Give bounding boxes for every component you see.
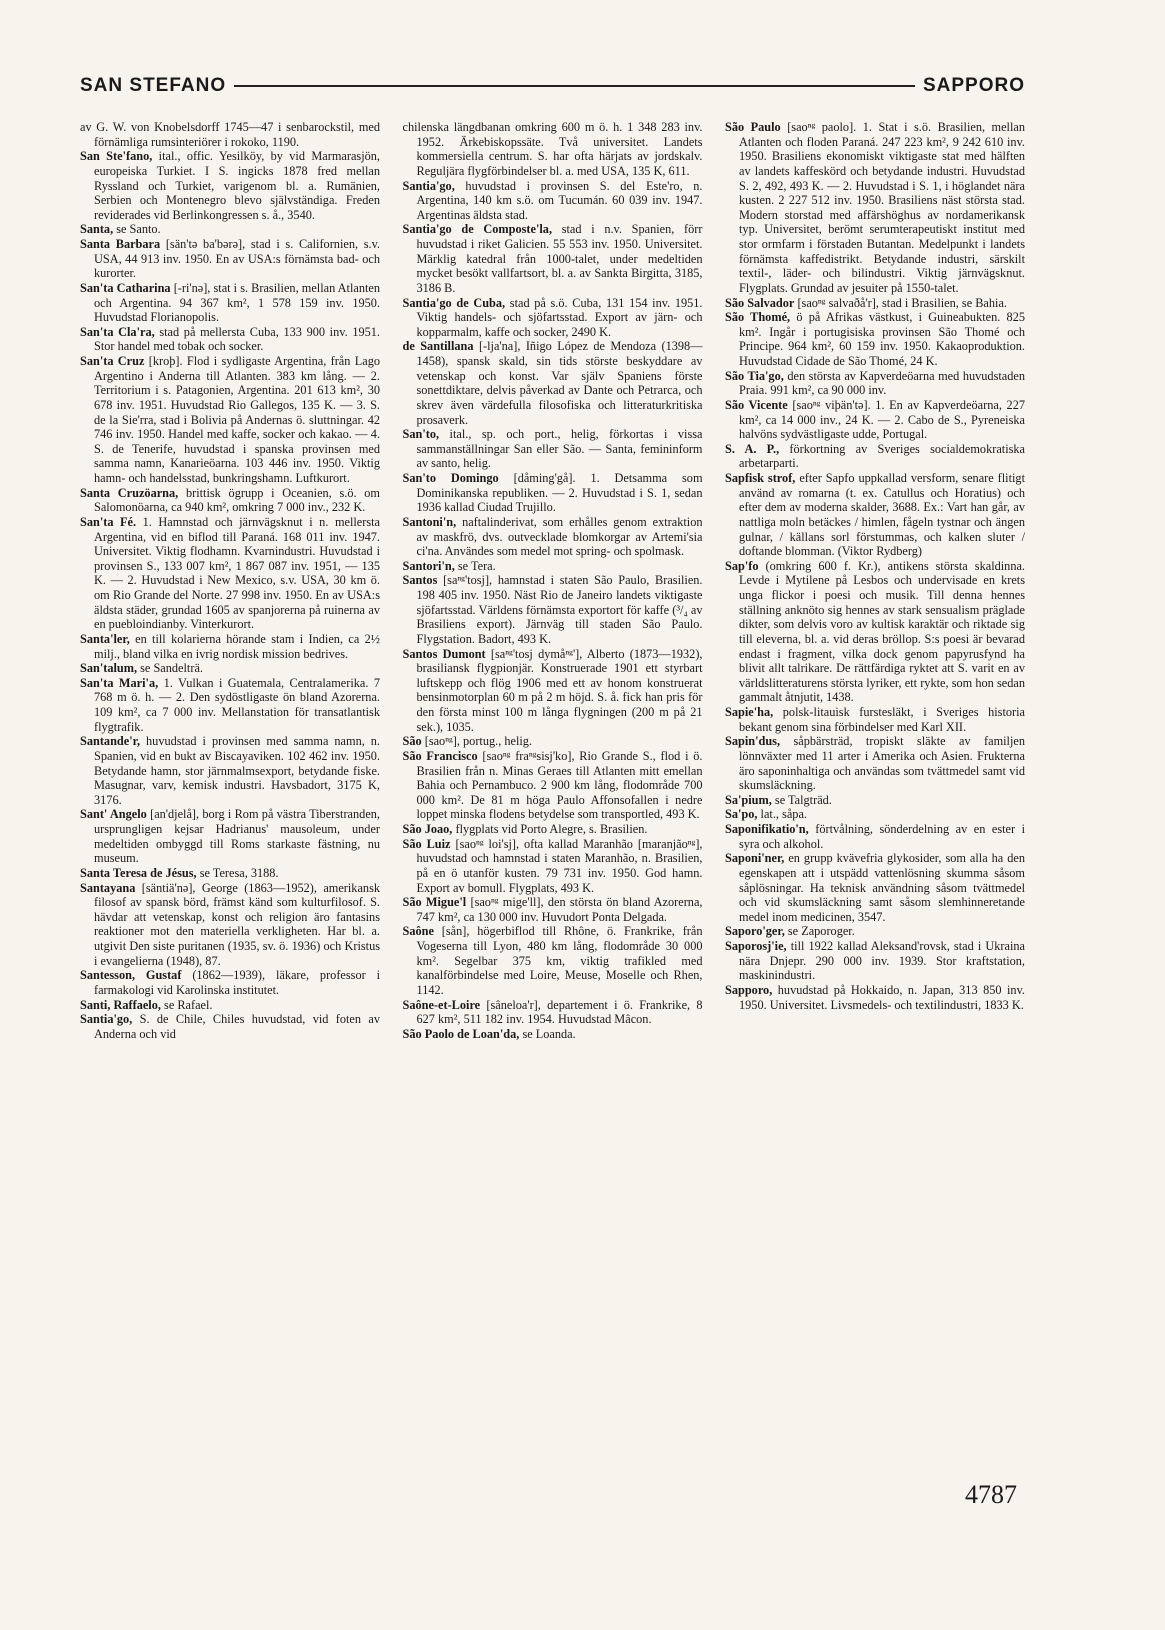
entry-text: polsk-litauisk furstesläkt, i Sveriges historia bekant genom sina förbindelser med Karl XII. [739, 705, 1025, 734]
dictionary-entry [725, 939, 1025, 983]
entry-headword: São Tia'go, [725, 368, 784, 383]
entry-text: se Loanda. [522, 1026, 576, 1041]
entry-headword: São [402, 734, 422, 749]
entry-headword: S. A. P., [725, 441, 780, 456]
entry-headword: São Luiz [402, 836, 451, 851]
dictionary-entry [403, 515, 703, 559]
entry-headword: San'ta Cruz [80, 354, 145, 368]
entry-headword: San'to, [402, 427, 440, 442]
dictionary-entry [403, 559, 703, 574]
entry-text: såpbärsträd, tropiskt släkte av familjen lönnväxter med 11 arter i Amerika och Asien. Frukterna äro saponinhaltiga och användas som tvättmedel samt vid skumsläckning. [739, 734, 1025, 793]
dictionary-entry [725, 398, 1025, 442]
dictionary-entry [80, 632, 380, 661]
entry-text: [saoⁿᵍ paolo]. 1. Stat i s.ö. Brasilien, mellan Atlanten och floden Paraná. 247 223 km², 9 242 610 inv. 1950. Brasiliens ekonomiskt viktigaste stat med hälften av landets kaffeskörd och betydande industri. Huvudstad S. 2, 492, 493 K. — 2. Huvudstad i S. 1, i höglandet nära kusten. 2 227 512 inv. 1950. Brasiliens näst största stad. Modern storstad med affärshöghus av nordamerikansk typ. Universitet, berömt serumterapeutiskt institut med stor ormfarm i förstaden Butantan. Medelpunkt i landets förnämsta kaffedistrikt. Betydande industri, särskilt textil-, läder- och bilindustri. Viktig järnvägsknut. Flygplats. Grundad av jesuiter på 1550-talet. [739, 120, 1025, 295]
header-right-word: SAPPORO [922, 75, 1025, 96]
entry-text: [sån], högerbiflod till Rhône, ö. Frankrike, från Vogeserna till Lyon, 480 km lång, flodområde 30 000 km². Segelbar 375 km, viktig trafikled med kanalförbindelse med Loire, Meuse, Moselle och Rhen, 1142. [416, 924, 703, 997]
entry-text: se Talgträd. [774, 792, 832, 807]
dictionary-entry [80, 149, 380, 222]
dictionary-entry [725, 369, 1025, 398]
entry-text: brittisk ögrupp i Oceanien, s.ö. om Salomonöarna, ca 940 km², omkring 7 000 inv., 232 K. [94, 485, 380, 515]
entry-text: se Teresa, 3188. [199, 865, 279, 880]
entry-headword: Santos [402, 573, 438, 588]
entry-text: se Zaporoger. [787, 924, 855, 939]
entry-text: S. de Chile, Chiles huvudstad, vid foten av Anderna och vid [94, 1012, 380, 1041]
entry-headword: São Paolo de Loan'da, [402, 1026, 520, 1041]
entry-headword: Saône [402, 924, 434, 939]
entry-text: ö på Afrikas västkust, i Guineabukten. 825 km². Ingår i portugisiska provinsen São Thomé och Principe. 964 km², 60 159 inv. 1950. Kakaoproduktion. Huvudstad Cidade de São Thomé, 24 K. [739, 310, 1026, 368]
dictionary-entry [80, 676, 380, 735]
entry-text: (omkring 600 f. Kr.), antikens största skaldinna. Levde i Mytilene på Lesbos och undervisade en krets unga flickor i poesi och musik. Till denna hennes ställning anknöto sig hennes av stark sensualism präglade dikter, som delvis voro av kultisk karaktär och riktade sig till eleverna, bl. a. vid deras bröllop. S:s poesi är bevarad endast i fragment, vilka dock genom papyrusfynd ha blivit allt talrikare. De rättfärdiga ryktet att S. varit en av världslitteraturens största lyriker, ett rykte, som hon sedan gammalt åtnjutit, 1438. [739, 558, 1025, 705]
dictionary-entry [80, 807, 380, 866]
entry-headword: Saporosj'ie, [725, 939, 787, 953]
entry-text: [sän'tə ba'bərə], stad i s. Californien, s.v. USA, 44 913 inv. 1950. En av USA:s förnämsta bad- och kurorter. [94, 237, 380, 281]
entry-text: ital., offic. Yesilköy, by vid Marmarasjön, europeiska Turkiet. I S. ingicks 1878 fred mellan Ryssland och Turkiet, varigenom bl. a. Rumänien, Serbien och Montenegro blevo självständiga. Freden reviderades vid Berlinkongressen s. å., 3540. [94, 149, 380, 222]
entry-headword: Santa Cruzöarna, [80, 485, 179, 500]
entry-headword: San'talum, [80, 661, 138, 676]
entry-text: (1862—1939), läkare, professor i farmakologi vid Karolinska institutet. [94, 968, 380, 997]
dictionary-entry [725, 442, 1025, 471]
columns-container [80, 120, 1025, 1041]
dictionary-entry [80, 881, 380, 969]
entry-headword: São Francisco [402, 748, 478, 763]
entry-text: stad på s.ö. Cuba, 131 154 inv. 1951. Viktig handels- och sjöfartsstad. Export av järn- och kopparmalm, kaffe och socker, 2490 K. [416, 295, 703, 339]
entry-text: [saoⁿᵍ mige'll], den största ön bland Azorerna, 747 km², ca 130 000 inv. Huvudort Ponta Delgada. [416, 895, 703, 924]
entry-headword: São Thomé, [725, 310, 791, 325]
dictionary-entry [725, 793, 1025, 808]
dictionary-entry [725, 822, 1025, 851]
entry-text: förkortning av Sveriges socialdemokratiska arbetarparti. [739, 441, 1025, 471]
entry-text: [-lja'na], Iñigo López de Mendoza (1398—1458), spansk skald, sin tids störste beskyddare av vetenskap och konst. Var själv Spaniens förste sonettdiktare, delvis påverkad av Dante och Petrarca, och skrev även värdefulla filosofiska och litteraturkritiska prosaverk. [416, 339, 703, 427]
dictionary-entry [403, 647, 703, 735]
entry-headword: San'ta Fé. [80, 514, 137, 529]
entry-headword: Santande'r, [80, 734, 141, 749]
entry-text: till 1922 kallad Aleksand'rovsk, stad i Ukraina nära Dnjepr. 290 000 inv. 1939. Stor kraftstation, maskinindustri. [739, 939, 1025, 983]
entry-headword: Santia'go de Cuba, [402, 295, 506, 310]
entry-headword: São Paulo [725, 120, 781, 134]
dictionary-entry [403, 895, 703, 924]
entry-text: [saⁿᵍ'tosj dymåⁿᵍ'], Alberto (1873—1932), brasiliansk flygpionjär. Konstruerade 1901 ett styrbart luftskepp och flög 1906 med ett av honom konstruerat bensinmotorplan 60 m på 2 m höjd. S. å. fick han pris för den första minst 100 m långa flygningen (200 m på 21 sek.), 1035. [416, 646, 703, 734]
dictionary-entry [403, 296, 703, 340]
entry-text: [saoⁿᵍ fraⁿᵍsisj'ko], Rio Grande S., flod i ö. Brasilien från n. Minas Geraes till Atlanten mitt emellan Bahia och Pernambuco. 2 900 km lång, flodområde 700 000 km². De 81 m höga Paulo Affonsofallen i nedre loppet minska flodens betydelse som transportled, 493 K. [416, 748, 703, 822]
dictionary-entry [80, 281, 380, 325]
entry-text: [saoⁿᵍ salvaðå'r], stad i Brasilien, se Bahia. [797, 295, 1007, 310]
entry-text: lat., såpa. [760, 807, 807, 822]
entry-text: se Tera. [457, 558, 496, 573]
entry-text: stad på mellersta Cuba, 133 900 inv. 1951. Stor handel med tobak och socker. [94, 324, 380, 354]
column-1 [80, 120, 380, 1041]
entry-headword: Sapfisk strof, [725, 471, 796, 485]
column-2 [403, 120, 703, 1041]
dictionary-entry [725, 807, 1025, 822]
entry-headword: Santesson, Gustaf [80, 968, 182, 983]
entry-headword: Sapie'ha, [725, 705, 774, 719]
dictionary-entry [403, 749, 703, 822]
entry-headword: Santa Teresa de Jésus, [80, 865, 197, 880]
entry-headword: Santi, Raffaelo, [80, 997, 161, 1012]
entry-text: förtvålning, sönderdelning av en ester i syra och alkohol. [739, 822, 1025, 851]
entry-headword: Saponifikatio'n, [725, 822, 809, 836]
dictionary-entry [403, 573, 703, 646]
dictionary-entry [403, 1027, 703, 1042]
entry-text: en grupp kvävefria glykosider, som alla ha den egenskapen att i utspädd vattenlösning skumma såsom såplösningar. Ha teknisk användning såsom tvättmedel och vid skumsläckning samt såsom slemhinneretande medel inom medicinen, 3547. [739, 851, 1025, 924]
entry-headword: Santa Barbara [80, 237, 161, 251]
dictionary-entry [403, 427, 703, 471]
entry-headword: Saône-et-Loire [402, 997, 481, 1012]
dictionary-entry [80, 486, 380, 515]
entry-text: den största av Kapverdeöarna med huvudstaden Praia. 991 km², ca 90 000 inv. [739, 368, 1025, 398]
dictionary-entry [403, 822, 703, 837]
entry-headword: Santa, [80, 222, 114, 237]
entry-headword: Santia'go de Composte'la, [402, 222, 553, 237]
entry-headword: Santoni'n, [402, 514, 457, 529]
entry-text: 1. Vulkan i Guatemala, Centralamerika. 7 768 m ö. h. — 2. Den sydöstligaste ön bland Azorerna. 109 km², ca 7 000 inv. Mellanstation för transatlantisk flygtrafik. [94, 675, 380, 734]
dictionary-entry [725, 924, 1025, 939]
dictionary-entry [403, 222, 703, 295]
page-number: 4787 [965, 1480, 1017, 1509]
entry-text: se Santo. [116, 222, 161, 237]
header-left-word: SAN STEFANO [80, 75, 227, 96]
entry-text: [saⁿᵍ'tosj], hamnstad i staten São Paulo, Brasilien. 198 405 inv. 1950. Näst Rio de Janeiro landets viktigaste sjöfartsstad. Världens förnämsta exportort för kaffe (³/₄ av Brasiliens export). Järnväg till staden São Paulo. Flygstation. Badort, 493 K. [416, 573, 703, 646]
entry-headword: Saporo'ger, [725, 924, 785, 939]
entry-text: se Sandelträ. [140, 661, 203, 676]
dictionary-entry [403, 924, 703, 997]
entry-headword: São Salvador [725, 295, 795, 310]
entry-headword: Sa'pium, [725, 792, 772, 807]
dictionary-entry [725, 851, 1025, 924]
dictionary-entry [725, 734, 1025, 793]
entry-headword: San'ta Catharina [80, 280, 171, 295]
entry-text: [saoⁿᵍ], portug., helig. [424, 734, 533, 749]
entry-headword: San'ta Mari'a, [80, 675, 159, 690]
dictionary-entry [80, 325, 380, 354]
dictionary-entry [403, 471, 703, 515]
dictionary-entry [403, 734, 703, 749]
entry-headword: Santa'ler, [80, 631, 130, 646]
dictionary-entry [725, 983, 1025, 1012]
dictionary-entry [725, 296, 1025, 311]
entry-headword: São Vicente [725, 397, 788, 412]
dictionary-entry [725, 471, 1025, 559]
entry-headword: Sant' Angelo [80, 807, 147, 822]
entry-headword: Sapin'dus, [725, 734, 781, 749]
entry-text: en till kolarierna hörande stam i Indien, ca 2½ milj., bland vilka en ivrig nordisk mission bedrives. [94, 631, 380, 661]
dictionary-entry [80, 968, 380, 997]
entry-text: 1. Hamnstad och järnvägsknut i n. mellersta Argentina, vid en biflod till Paraná. 168 011 inv. 1947. Universitet. Viktig flodhamn. Kvarnindustri. Huvudstad i provinsen S., 133 007 km², 1 867 087 inv. 1951, — 135 K. — 2. Huvudstad i New Mexico, s.v. USA, 30 km ö. om Rio Grande del Norte. 27 998 inv. 1950. En av USA:s äldsta städer, grundad 1605 av spanjorerna på ruinerna av en puebloindianby. Vinterkurort. [94, 514, 381, 632]
dictionary-entry [403, 339, 703, 427]
entry-headword: Santayana [80, 880, 136, 895]
dictionary-entry [80, 354, 380, 486]
entry-headword: San Ste'fano, [80, 149, 153, 164]
dictionary-entry [403, 837, 703, 896]
entry-text: av G. W. von Knobelsdorff 1745—47 i senbarockstil, med förnämliga rumsinteriörer i rokoko, 1190. [80, 120, 380, 149]
entry-text: flygplats vid Porto Alegre, s. Brasilien. [455, 822, 648, 836]
page-header [80, 75, 1025, 97]
entry-text: stad i n.v. Spanien, förr huvudstad i riket Galicien. 55 553 inv. 1950. Universitet. Märklig katedral från 1000-talet, under medeltiden mycket besökt vallfartsort, bl. a. av Sankta Birgitta, 3185, 3186 B. [416, 222, 703, 295]
entry-headword: Sa'po, [725, 807, 758, 822]
dictionary-entry [403, 179, 703, 223]
dictionary-entry [80, 515, 380, 632]
entry-text: huvudstad på Hokkaido, n. Japan, 313 850 inv. 1950. Universitet. Livsmedels- och textilindustri, 1833 K. [739, 982, 1025, 1012]
entry-headword: de Santillana [402, 339, 474, 354]
dictionary-entry [80, 222, 380, 237]
header-rule [234, 85, 915, 87]
dictionary-entry [403, 998, 703, 1027]
column-3 [725, 120, 1025, 1041]
entry-headword: Sapporo, [725, 982, 773, 997]
entry-headword: San'ta Cla'ra, [80, 324, 155, 339]
entry-headword: Santori'n, [402, 558, 455, 573]
dictionary-entry [725, 705, 1025, 734]
entry-text: chilenska längdbanan omkring 600 m ö. h. 1 348 283 inv. 1952. Ärkebiskopssäte. Två universitet. Landets kommersiella centrum. S. har ofta härjats av jordskalv. Reguljära flygförbindelser bl. a. med USA, 135 K, 611. [402, 120, 703, 178]
entry-text: [-ri'nə], stat i s. Brasilien, mellan Atlanten och Argentina. 94 367 km², 1 578 159 inv. 1950. Huvudstad Florianopolis. [94, 280, 380, 325]
entry-headword: San'to Domingo [402, 471, 499, 485]
entry-headword: Sap'fo [725, 558, 759, 573]
dictionary-entry [80, 237, 380, 281]
entry-text: huvudstad i provinsen med samma namn, n. Spanien, vid en bukt av Biscayaviken. 102 462 inv. 1950. Betydande hamn, stor järnmalmsexport, betydande fiske. Masugnar, varv, kemisk industri. Havsbadort, 3175 K, 3176. [94, 734, 380, 807]
entry-text: ital., sp. och port., helig, förkortas i vissa sammanställningar San eller São. — Santa, femininform av santo, helig. [416, 427, 703, 471]
entry-text: [an'djelå], borg i Rom på västra Tiberstranden, ursprungligen kejsar Hadrianus' mausoleum, under medeltiden ombyggd till Roms starkaste fästning, nu museum. [94, 807, 380, 866]
dictionary-entry [80, 998, 380, 1013]
entry-headword: São Migue'l [402, 895, 467, 910]
dictionary-entry [403, 120, 703, 179]
entry-headword: Santia'go, [402, 178, 455, 193]
entry-headword: Santia'go, [80, 1012, 133, 1027]
dictionary-entry [80, 866, 380, 881]
entry-text: [saoⁿᵍ viþän'tə]. 1. En av Kapverdeöarna, 227 km², ca 14 000 inv., 24 K. — 2. Cabo de S., Pyreneiska halvöns sydvästligaste udde, Portugal. [739, 397, 1026, 442]
entry-text: [dåming'gå]. 1. Detsamma som Dominikanska republiken. — 2. Huvudstad i S. 1, sedan 1936 kallad Ciudad Trujillo. [416, 471, 703, 515]
dictionary-entry [80, 661, 380, 676]
entry-headword: São Joao, [402, 822, 453, 836]
dictionary-entry [80, 120, 380, 149]
dictionary-entry [725, 559, 1025, 705]
dictionary-entry [725, 310, 1025, 369]
entry-text: efter Sapfo uppkallad versform, senare flitigt använd av romarna (t. ex. Catullus och Horatius) och efter dem av moderna skalder, 3688. Ex.: Vart han går, av nattliga moln betäckes / himlen, fågeln tystnar och ängen gulnar, / källans sorl förstummas, och kalken sluter / doftande blomman. (Viktor Rydberg) [739, 471, 1025, 559]
entry-text: huvudstad i provinsen S. del Este'ro, n. Argentina, 140 km s.ö. om Tucumán. 60 039 inv. 1947. Argentinas äldsta stad. [416, 178, 703, 222]
dictionary-entry [725, 120, 1025, 296]
entry-headword: Saponi'ner, [725, 851, 785, 866]
entry-text: naftalinderivat, som erhålles genom extraktion av maskfrö, dvs. outvecklade blomkorgar av Artemi'sia ci'na. Användes som medel mot spring- och spolmask. [416, 514, 703, 559]
entry-text: se Rafael. [164, 997, 213, 1012]
dictionary-entry [80, 734, 380, 807]
dictionary-entry [80, 1012, 380, 1041]
entry-headword: Santos Dumont [402, 646, 486, 661]
entry-text: [säntiä'nə], George (1863—1952), amerikansk filosof av spansk börd, främst känd som kulturfilosof. S. hävdar att vetenskap, konst och religion äro fantasins reaktioner mot den materiella verkligheten. Har bl. a. utgivit Den siste puritanen (1935, sv. ö. 1936) och Kristus i evangelierna (1948), 87. [94, 880, 381, 968]
entry-text: [sâneloa'r], departement i ö. Frankrike, 8 627 km², 511 182 inv. 1954. Huvudstad Mâcon. [416, 997, 703, 1027]
entry-text: [saoⁿᵍ loi'sj], ofta kallad Maranhão [maranjãoⁿᵍ], huvudstad och hamnstad i staten Maranhão, n. Brasilien, på en ö utanför kusten. 79 731 inv. 1950. God hamn. Export av bomull. Flygplats, 493 K. [416, 836, 703, 895]
entry-text: [kroþ]. Flod i sydligaste Argentina, från Lago Argentino i Anderna till Atlanten. 383 km lång. — 2. Territorium i s. Patagonien, Argentina. 201 613 km², 30 678 inv. 1951. Huvudstad Rio Gallegos, 135 K. — 3. S. de la Sie'rra, stad i Bolivia på Andernas ö. sluttningar. 42 746 inv. 1950. Handel med kaffe, socker och kakao. — 4. S. de Tenerife, huvudstad i spanska provinsen med samma namn, Kanarieöarna. 103 446 inv. 1950. Viktig hamn- och handelsstad, bunkringshamn. Luftkurort. [94, 354, 380, 485]
